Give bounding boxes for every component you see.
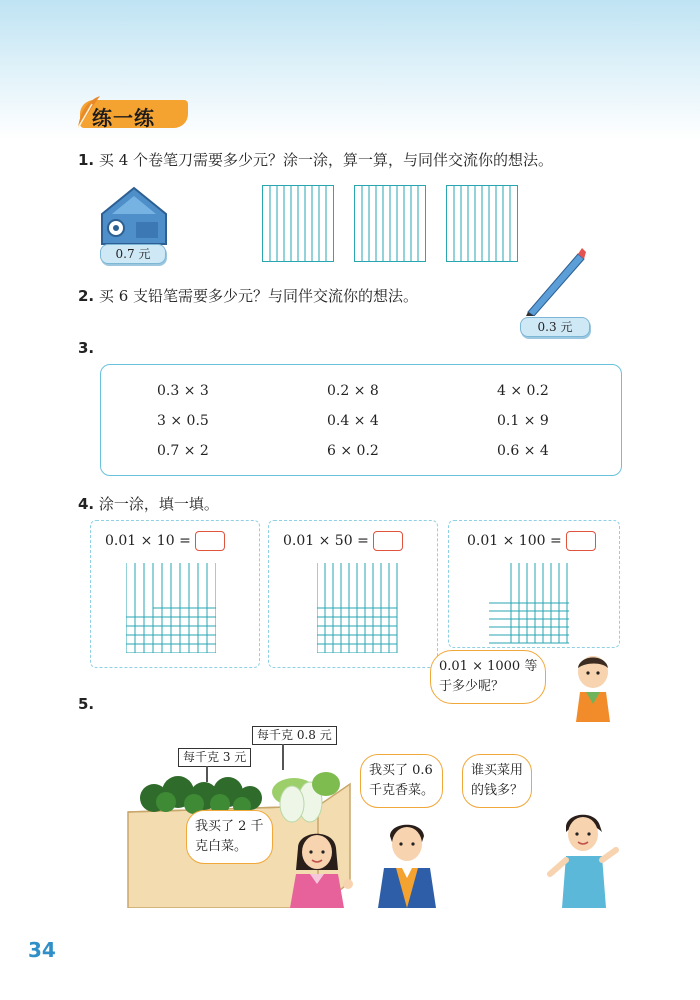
expr-r3c3: 0.6 × 4 [497,443,549,459]
question-2 [78,286,418,306]
question-4-number: 4. [78,495,95,513]
sign-stick-2 [282,744,284,770]
expr-r3c1: 0.7 × 2 [157,443,209,459]
man-bubble-line-1: 我买了 0.6 [369,763,433,778]
question-2-text: 买 6 支铅笔需要多少元？与同伴交流你的想法。 [98,287,419,305]
answer-box-1[interactable] [195,531,225,551]
section-heading [72,94,192,134]
asking-boy-icon [546,808,622,908]
question-1 [78,150,553,170]
question-1-text: 买 4 个卷笔刀需要多少元？涂一涂，算一算，与同伴交流你的想法。 [98,151,554,169]
q4-expr-3-row [467,531,596,551]
question-5-label: 5. [78,695,95,713]
spinach-price-sign: 每千克 3 元 [178,748,251,767]
q4-bubble-line-1: 0.01 × 1000 等 [439,659,538,674]
man-speech-bubble [360,754,443,808]
boy-speech-bubble [462,754,532,808]
q4-thinking-bubble [430,650,546,704]
expr-r1c1: 0.3 × 3 [157,383,209,399]
hundredths-grid-1[interactable] [126,563,216,653]
man-bubble-line-2: 千克香菜。 [369,783,435,798]
tenths-grid-3[interactable] [446,185,518,262]
pencil-icon [524,246,588,316]
expr-r2c1: 3 × 0.5 [157,413,209,429]
expr-r1c3: 4 × 0.2 [497,383,549,399]
boy-bubble-line-2: 的钱多？ [471,783,524,798]
boy-bubble-line-1: 谁买菜用 [471,763,524,778]
girl-bubble-line-2: 克白菜。 [195,839,248,854]
expr-r3c2: 6 × 0.2 [327,443,379,459]
sharpener-price-tag: 0.7 元 [100,244,166,264]
heading-title: 练一练 [92,106,155,130]
question-4 [78,494,219,514]
answer-box-3[interactable] [566,531,596,551]
page-number: 34 [28,938,56,962]
expr-r2c2: 0.4 × 4 [327,413,379,429]
hundredths-grid-3[interactable] [489,563,571,645]
question-5-number [78,694,94,714]
question-1-number: 1. [78,151,95,169]
question-2-number: 2. [78,287,95,305]
tenths-grid-2[interactable] [354,185,426,262]
q4-expr-2: 0.01 × 50 = [283,533,369,549]
man-shopper-icon [374,818,440,908]
q4-bubble-line-2: 于多少呢？ [439,679,505,694]
q4-expr-1-row [105,531,225,551]
q4-expr-3: 0.01 × 100 = [467,533,562,549]
girl-bubble-line-1: 我买了 2 千 [195,819,264,834]
q4-expr-2-row [283,531,403,551]
q4-card-2 [268,520,438,668]
cabbage-price-sign: 每千克 0.8 元 [252,726,337,745]
tenths-grid-1[interactable] [262,185,334,262]
sign-stick-1 [206,766,208,782]
girl-shopper-icon [284,826,356,908]
thinking-boy-icon [568,652,618,722]
girl-speech-bubble [186,810,273,864]
pencil-sharpener-icon [96,184,172,248]
hundredths-grid-2[interactable] [317,563,399,653]
pencil-price-tag: 0.3 元 [520,317,590,337]
question-3-label: 3. [78,339,95,357]
answer-box-2[interactable] [373,531,403,551]
expr-r2c3: 0.1 × 9 [497,413,549,429]
q4-expr-1: 0.01 × 10 = [105,533,191,549]
q4-card-3 [448,520,620,648]
question-3-number [78,338,94,358]
expr-r1c2: 0.2 × 8 [327,383,379,399]
expression-card [100,364,622,476]
question-4-text: 涂一涂，填一填。 [98,495,219,513]
q4-card-1 [90,520,260,668]
